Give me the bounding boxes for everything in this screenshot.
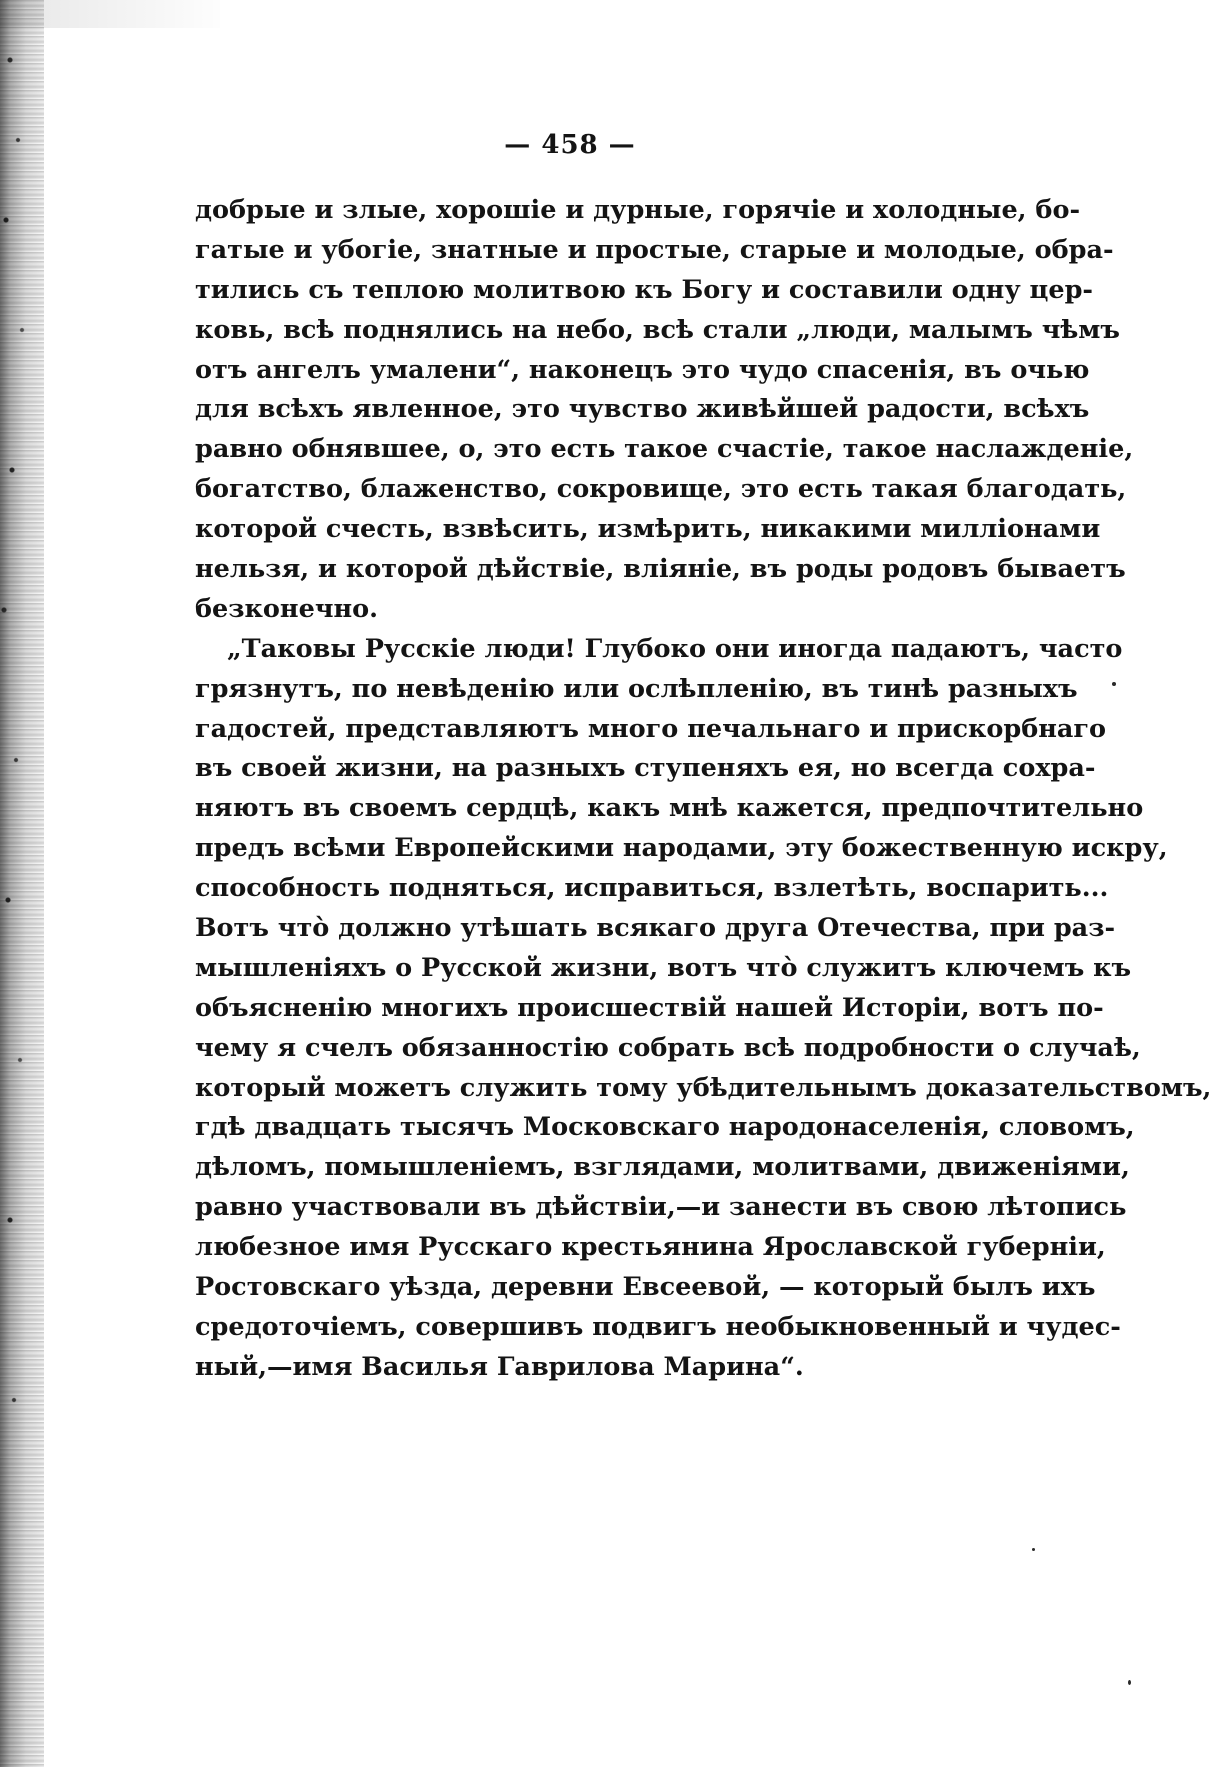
scan-speck [1112,682,1116,686]
text-line: для всѣхъ явленное, это чувство живѣйшей радости, всѣхъ [195,394,1090,425]
text-line: равно участвовали въ дѣйствіи,—и занести въ свою лѣтопись [195,1192,1127,1223]
text-line: грязнутъ, по невѣденію или ослѣпленію, въ тинѣ разныхъ [195,673,1078,704]
text-line: безконечно. [195,593,379,624]
text-line: „Таковы Русскіе люди! Глубоко они иногда падаютъ, часто [227,633,1123,664]
text-line: который можетъ служить тому убѣдительнымъ доказательствомъ, [195,1072,1211,1103]
text-line: добрые и злые, хорошіе и дурные, горячіе и холодные, бо- [195,195,1081,225]
text-line: средоточіемъ, совершивъ подвигъ необыкновенный и чудес- [195,1311,1121,1342]
text-line: равно обнявшее, о, это есть такое счастіе, такое наслажденіе, [195,434,1134,465]
text-line: ный,—имя Василья Гаврилова Марина“. [195,1351,804,1382]
text-line: Ростовскаго уѣзда, деревни Евсеевой, — который былъ ихъ [195,1272,1096,1303]
text-line: въ своей жизни, на разныхъ ступеняхъ ея, но всегда сохра- [195,753,1096,784]
text-line: мышленіяхъ о Русской жизни, вотъ что̀ служитъ ключемъ къ [195,952,1132,983]
scan-shadow-left-edge [0,0,44,1767]
text-line: Вотъ что̀ должно утѣшать всякаго друга Отечества, при раз- [195,913,1116,944]
text-line: любезное имя Русскаго крестьянина Ярославской губерніи, [195,1232,1106,1263]
text-line: гадостей, представляютъ много печальнаго и прискорбнаго [195,713,1107,744]
text-line: предъ всѣми Европейскими народами, эту божественную искру, [195,833,1168,864]
text-line: которой счесть, взвѣсить, измѣрить, никакими милліонами [195,514,1101,545]
text-line: тились съ теплою молитвою къ Богу и составили одну цер- [195,274,1093,305]
scan-speck [1032,1548,1035,1551]
text-line: способность подняться, исправиться, взлетѣть, воспарить... [195,873,1109,904]
text-line: няютъ въ своемъ сердцѣ, какъ мнѣ кажется, предпочтительно [195,793,1144,824]
text-line: ковь, всѣ поднялись на небо, всѣ стали „люди, малымъ чѣмъ [195,314,1120,345]
scan-speck [1128,1680,1131,1685]
page-number: — 458 — [504,130,636,160]
scan-shadow-top-edge [0,0,220,28]
text-line: отъ ангелъ умалени“, наконецъ это чудо спасенія, въ очью [195,354,1090,385]
text-line: чему я счелъ обязанностію собрать всѣ подробности о случаѣ, [195,1032,1141,1063]
text-line: нельзя, и которой дѣйствіе, вліяніе, въ роды родовъ бываетъ [195,554,1126,585]
text-line: дѣломъ, помышленіемъ, взглядами, молитвами, движеніями, [195,1152,1130,1183]
text-line: гатые и убогіе, знатные и простые, старые и молодые, обра- [195,234,1114,265]
text-line: гдѣ двадцать тысячъ Московскаго народонаселенія, словомъ, [195,1112,1135,1143]
body-text [195,191,1211,1388]
text-line: объясненію многихъ происшествій нашей Исторіи, вотъ по- [195,992,1104,1023]
text-line: богатство, блаженство, сокровище, это есть такая благодать, [195,474,1127,505]
